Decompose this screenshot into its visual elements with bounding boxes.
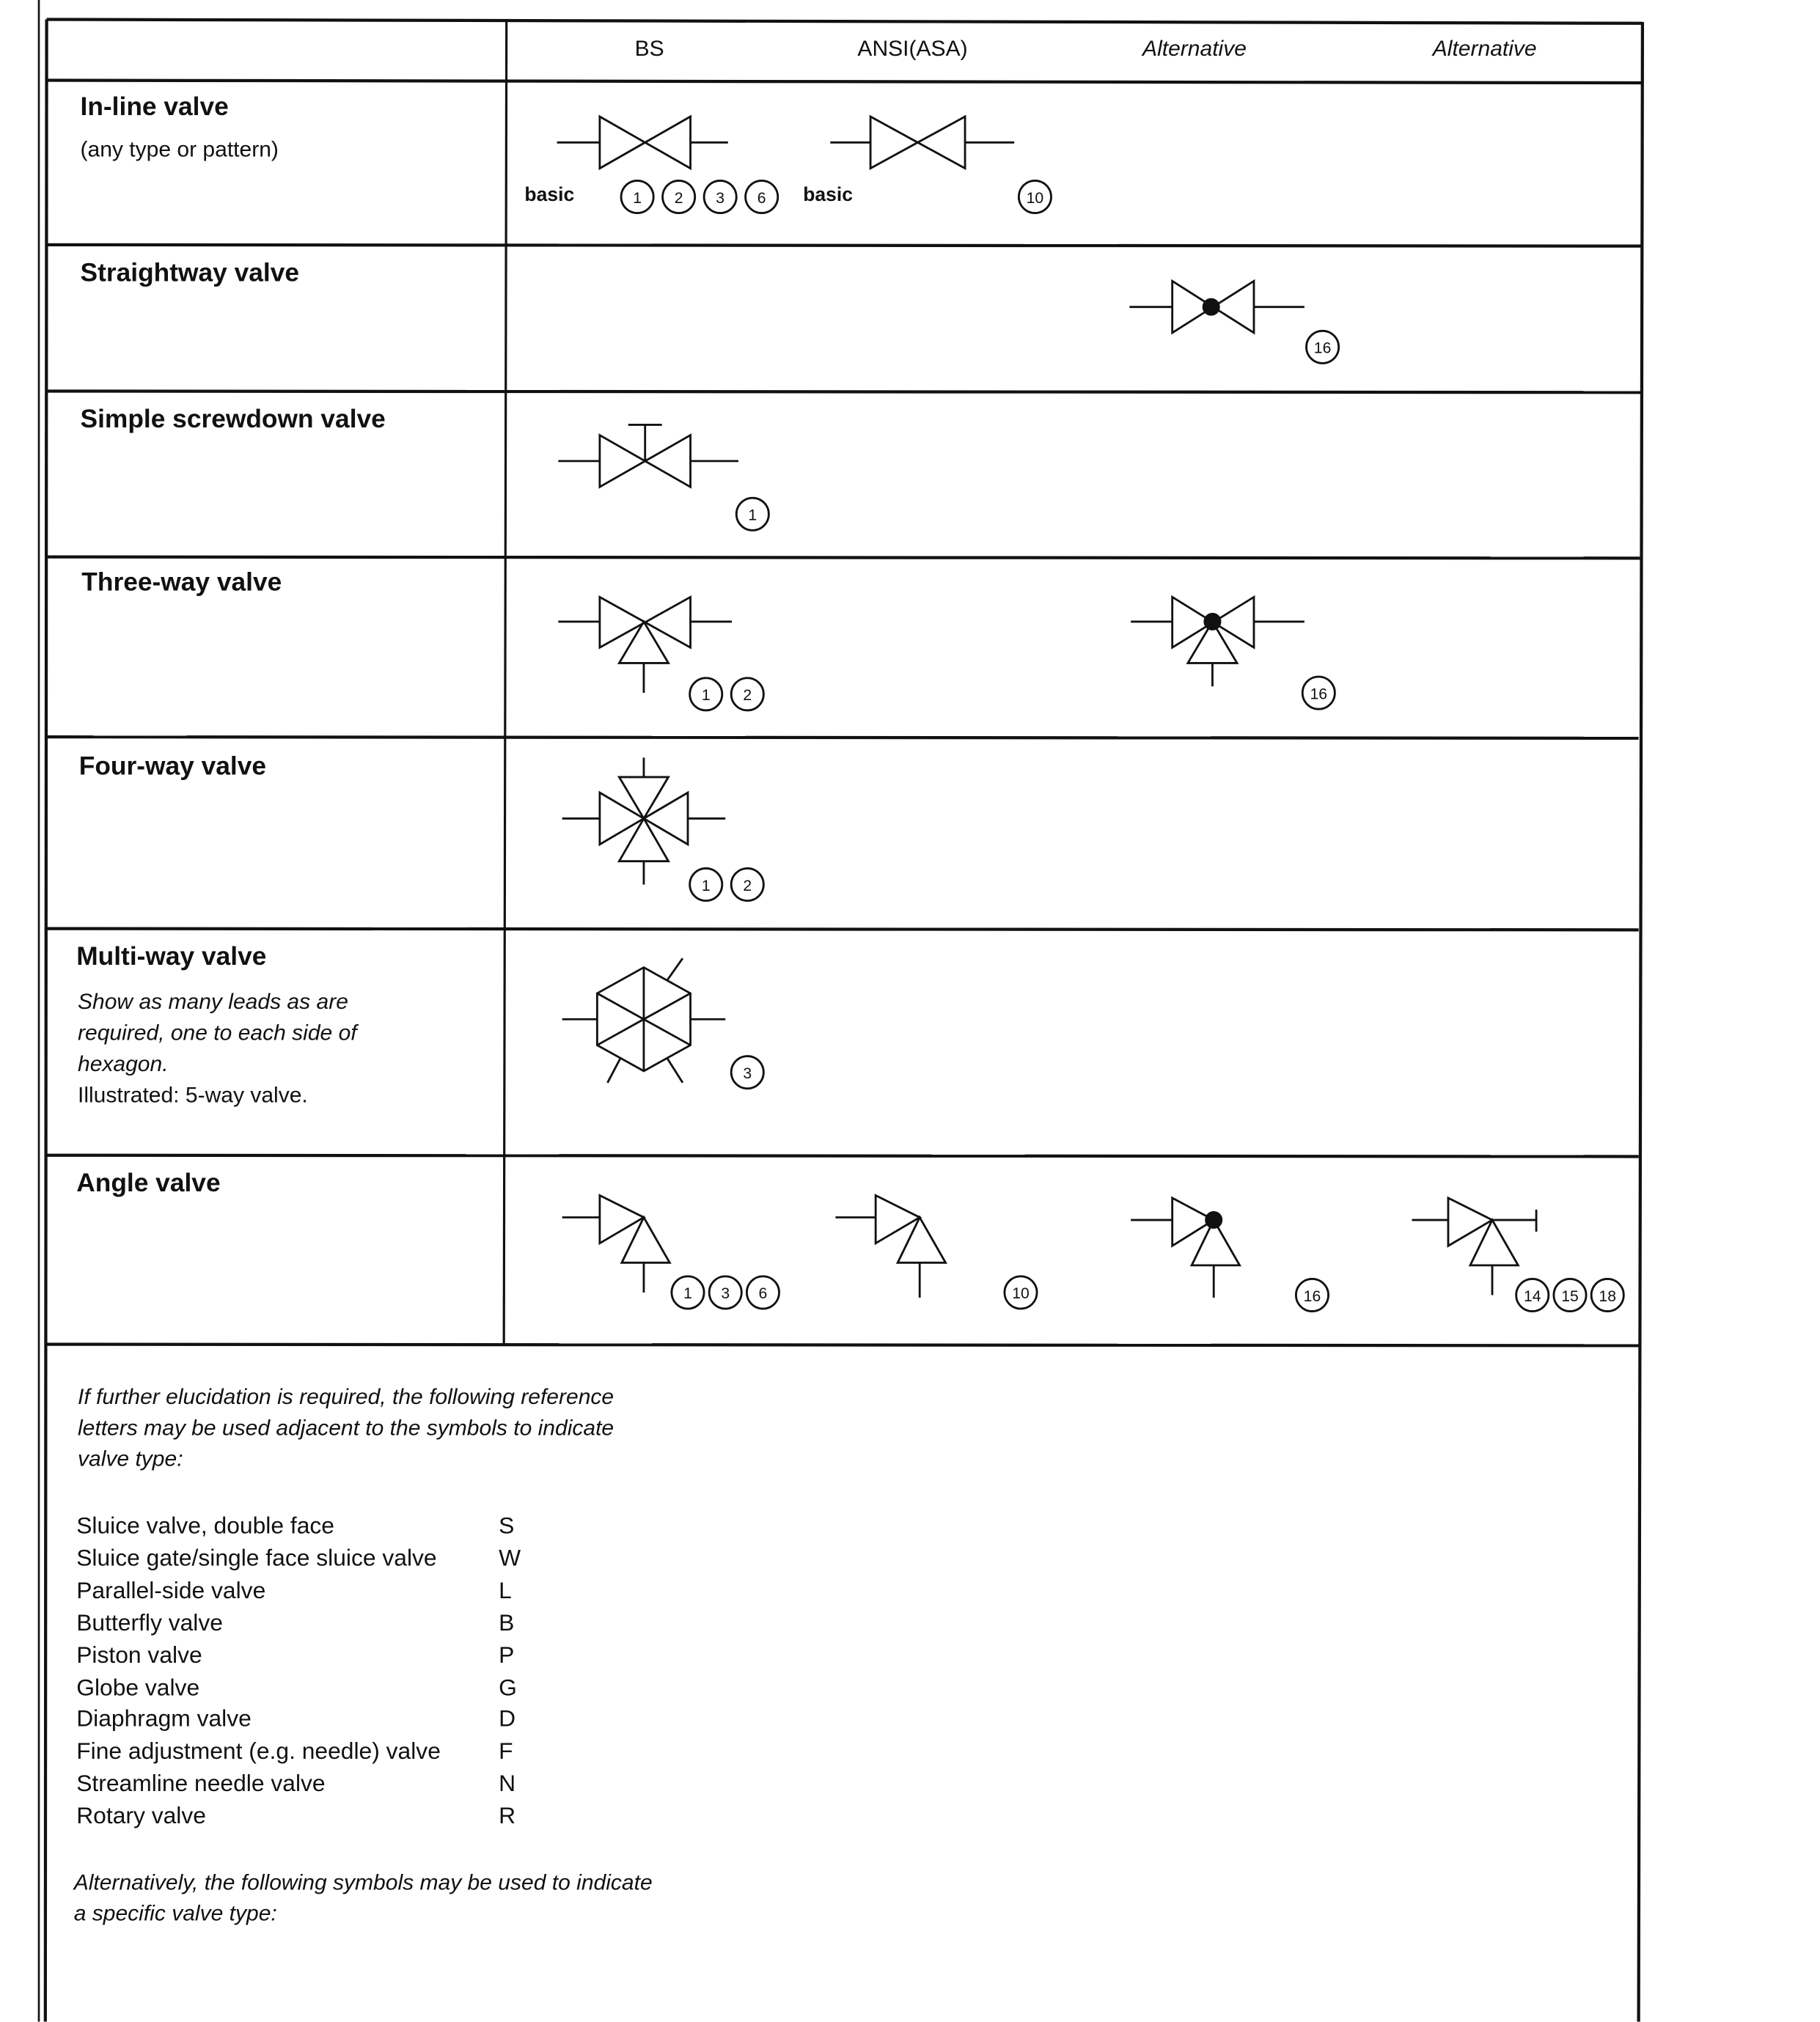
reference-number-badge: [1019, 180, 1051, 213]
screwdown-valve-bs-symbol: [558, 424, 738, 487]
reference-number: 16: [1303, 1287, 1321, 1305]
reference-number-badge: [1005, 1276, 1037, 1309]
reference-number: 2: [674, 189, 683, 207]
reference-letter-row: [76, 1704, 521, 1736]
valve-type-code: D: [499, 1706, 516, 1732]
four-way-valve-bs-symbol: [562, 757, 726, 884]
valve-type-name: Butterfly valve: [76, 1609, 223, 1636]
inline-valve-ansi-symbol: [830, 117, 1014, 169]
angle-valve-ansi-symbol: [835, 1195, 945, 1298]
valve-type-name: Globe valve: [76, 1674, 200, 1700]
valve-type-code: P: [499, 1642, 515, 1668]
illustrated-note: Illustrated: 5-way valve.: [77, 1082, 308, 1108]
valve-type-name: Rotary valve: [76, 1803, 206, 1829]
row-title-screwdown-valve: Simple screwdown valve: [80, 405, 386, 434]
valve-type-name: Sluice gate/single face sluice valve: [76, 1545, 437, 1571]
reference-number: 3: [716, 189, 725, 207]
angle-valve-alt2-symbol: [1412, 1198, 1536, 1295]
reference-number-badge: [1554, 1279, 1586, 1311]
reference-number-badge: [621, 180, 653, 213]
valve-type-name: Sluice valve, double face: [76, 1512, 334, 1539]
valve-type-code: B: [499, 1609, 515, 1636]
column-header-alternative-2: Alternative: [1432, 36, 1537, 62]
reference-number: 18: [1599, 1287, 1617, 1305]
row-title-straightway-valve: Straightway valve: [80, 259, 300, 288]
reference-letter-row: [76, 1639, 521, 1672]
reference-letter-row: [76, 1510, 521, 1543]
reference-number: 1: [701, 877, 711, 894]
reference-letter-row: [76, 1768, 521, 1801]
reference-number-badge: [746, 1276, 779, 1309]
reference-number: 10: [1026, 189, 1044, 207]
valve-type-name: Piston valve: [76, 1642, 202, 1668]
row-title-three-way-valve: Three-way valve: [81, 568, 282, 598]
reference-number-badge: [746, 180, 778, 213]
reference-number: 6: [758, 1285, 768, 1303]
note-line: Show as many leads as are: [77, 989, 348, 1015]
valve-type-name: Parallel-side valve: [76, 1577, 266, 1603]
note-line: required, one to each side of: [77, 1021, 357, 1045]
row-title-angle-valve: Angle valve: [76, 1169, 221, 1199]
reference-number-badge: [672, 1276, 704, 1309]
reference-number: 16: [1310, 685, 1328, 703]
valve-type-code: G: [499, 1674, 517, 1700]
reference-number: 6: [757, 189, 766, 207]
reference-number-badge: [709, 1276, 741, 1309]
reference-number-badge: [1307, 331, 1339, 363]
intro-line: If further elucidation is required, the following reference: [77, 1384, 614, 1409]
reference-number-badge: [731, 1056, 763, 1089]
row-title-multi-way-valve: Multi-way valve: [76, 943, 267, 971]
intro-line: valve type:: [77, 1446, 183, 1471]
reference-letter-row: [76, 1672, 521, 1704]
reference-number: 3: [743, 1065, 752, 1082]
reference-number-badge: [690, 678, 722, 710]
alternative-symbols-intro: [74, 1867, 653, 1930]
angle-valve-bs-symbol: [562, 1195, 670, 1292]
note-line: hexagon.: [77, 1051, 169, 1076]
column-header-bs: BS: [634, 36, 664, 62]
reference-number: 16: [1313, 339, 1332, 357]
reference-letters-list: [76, 1510, 521, 1833]
valve-type-code: L: [499, 1577, 512, 1603]
multi-way-valve-bs-symbol: [562, 958, 726, 1083]
valve-type-code: S: [499, 1512, 515, 1539]
reference-number: 2: [743, 687, 752, 705]
reference-number-badge: [1516, 1279, 1549, 1311]
reference-number-badge: [1302, 677, 1335, 709]
straightway-valve-alt-symbol: [1129, 281, 1304, 333]
reference-number-badge: [731, 678, 763, 710]
reference-number: 15: [1561, 1287, 1579, 1305]
reference-number: 14: [1523, 1287, 1541, 1305]
reference-letter-row: [76, 1736, 521, 1768]
reference-letters-intro: [78, 1382, 614, 1475]
reference-letter-row: [76, 1543, 521, 1575]
reference-number-badge: [663, 180, 695, 213]
row-title-four-way-valve: Four-way valve: [78, 752, 267, 782]
reference-number-badge: [704, 180, 736, 213]
basic-label-ansi: basic: [803, 183, 853, 206]
valve-type-code: F: [499, 1738, 513, 1765]
row-subtitle-inline-valve: (any type or pattern): [80, 137, 279, 162]
reference-letter-row: [76, 1607, 521, 1639]
reference-number: 2: [743, 877, 752, 894]
reference-number: 3: [721, 1285, 730, 1303]
valve-type-code: W: [499, 1545, 521, 1571]
column-header-alternative-1: Alternative: [1142, 36, 1247, 62]
reference-number-badge: [690, 868, 722, 900]
reference-number-badge: [731, 868, 763, 900]
reference-letter-row: [76, 1575, 521, 1607]
reference-number-badge: [1591, 1279, 1623, 1311]
inline-valve-bs-symbol: [557, 117, 728, 169]
valve-type-name: Fine adjustment (e.g. needle) valve: [76, 1738, 441, 1765]
reference-letter-row: [76, 1801, 521, 1833]
valve-type-name: Diaphragm valve: [76, 1706, 252, 1732]
reference-number: 1: [748, 507, 757, 524]
multi-way-valve-note: [78, 987, 357, 1111]
reference-number-badge: [736, 498, 768, 530]
intro-line: letters may be used adjacent to the symbols to indicate: [77, 1415, 614, 1441]
reference-number: 1: [633, 189, 642, 207]
valve-type-code: R: [499, 1803, 516, 1829]
reference-number-badge: [1296, 1279, 1328, 1311]
outro-line: a specific valve type:: [73, 1901, 277, 1926]
row-title-inline-valve: In-line valve: [80, 93, 229, 122]
valve-type-name: Streamline needle valve: [76, 1771, 326, 1797]
angle-valve-alt1-symbol: [1131, 1198, 1239, 1298]
reference-number: 1: [701, 687, 711, 705]
column-header-ansi: ANSI(ASA): [857, 36, 968, 62]
outro-line: Alternatively, the following symbols may be used to indicate: [73, 1870, 653, 1895]
reference-number: 10: [1012, 1285, 1030, 1303]
basic-label-bs: basic: [524, 183, 575, 206]
reference-number: 1: [683, 1285, 692, 1303]
valve-type-code: N: [499, 1771, 516, 1797]
three-way-valve-alt-symbol: [1131, 597, 1305, 686]
